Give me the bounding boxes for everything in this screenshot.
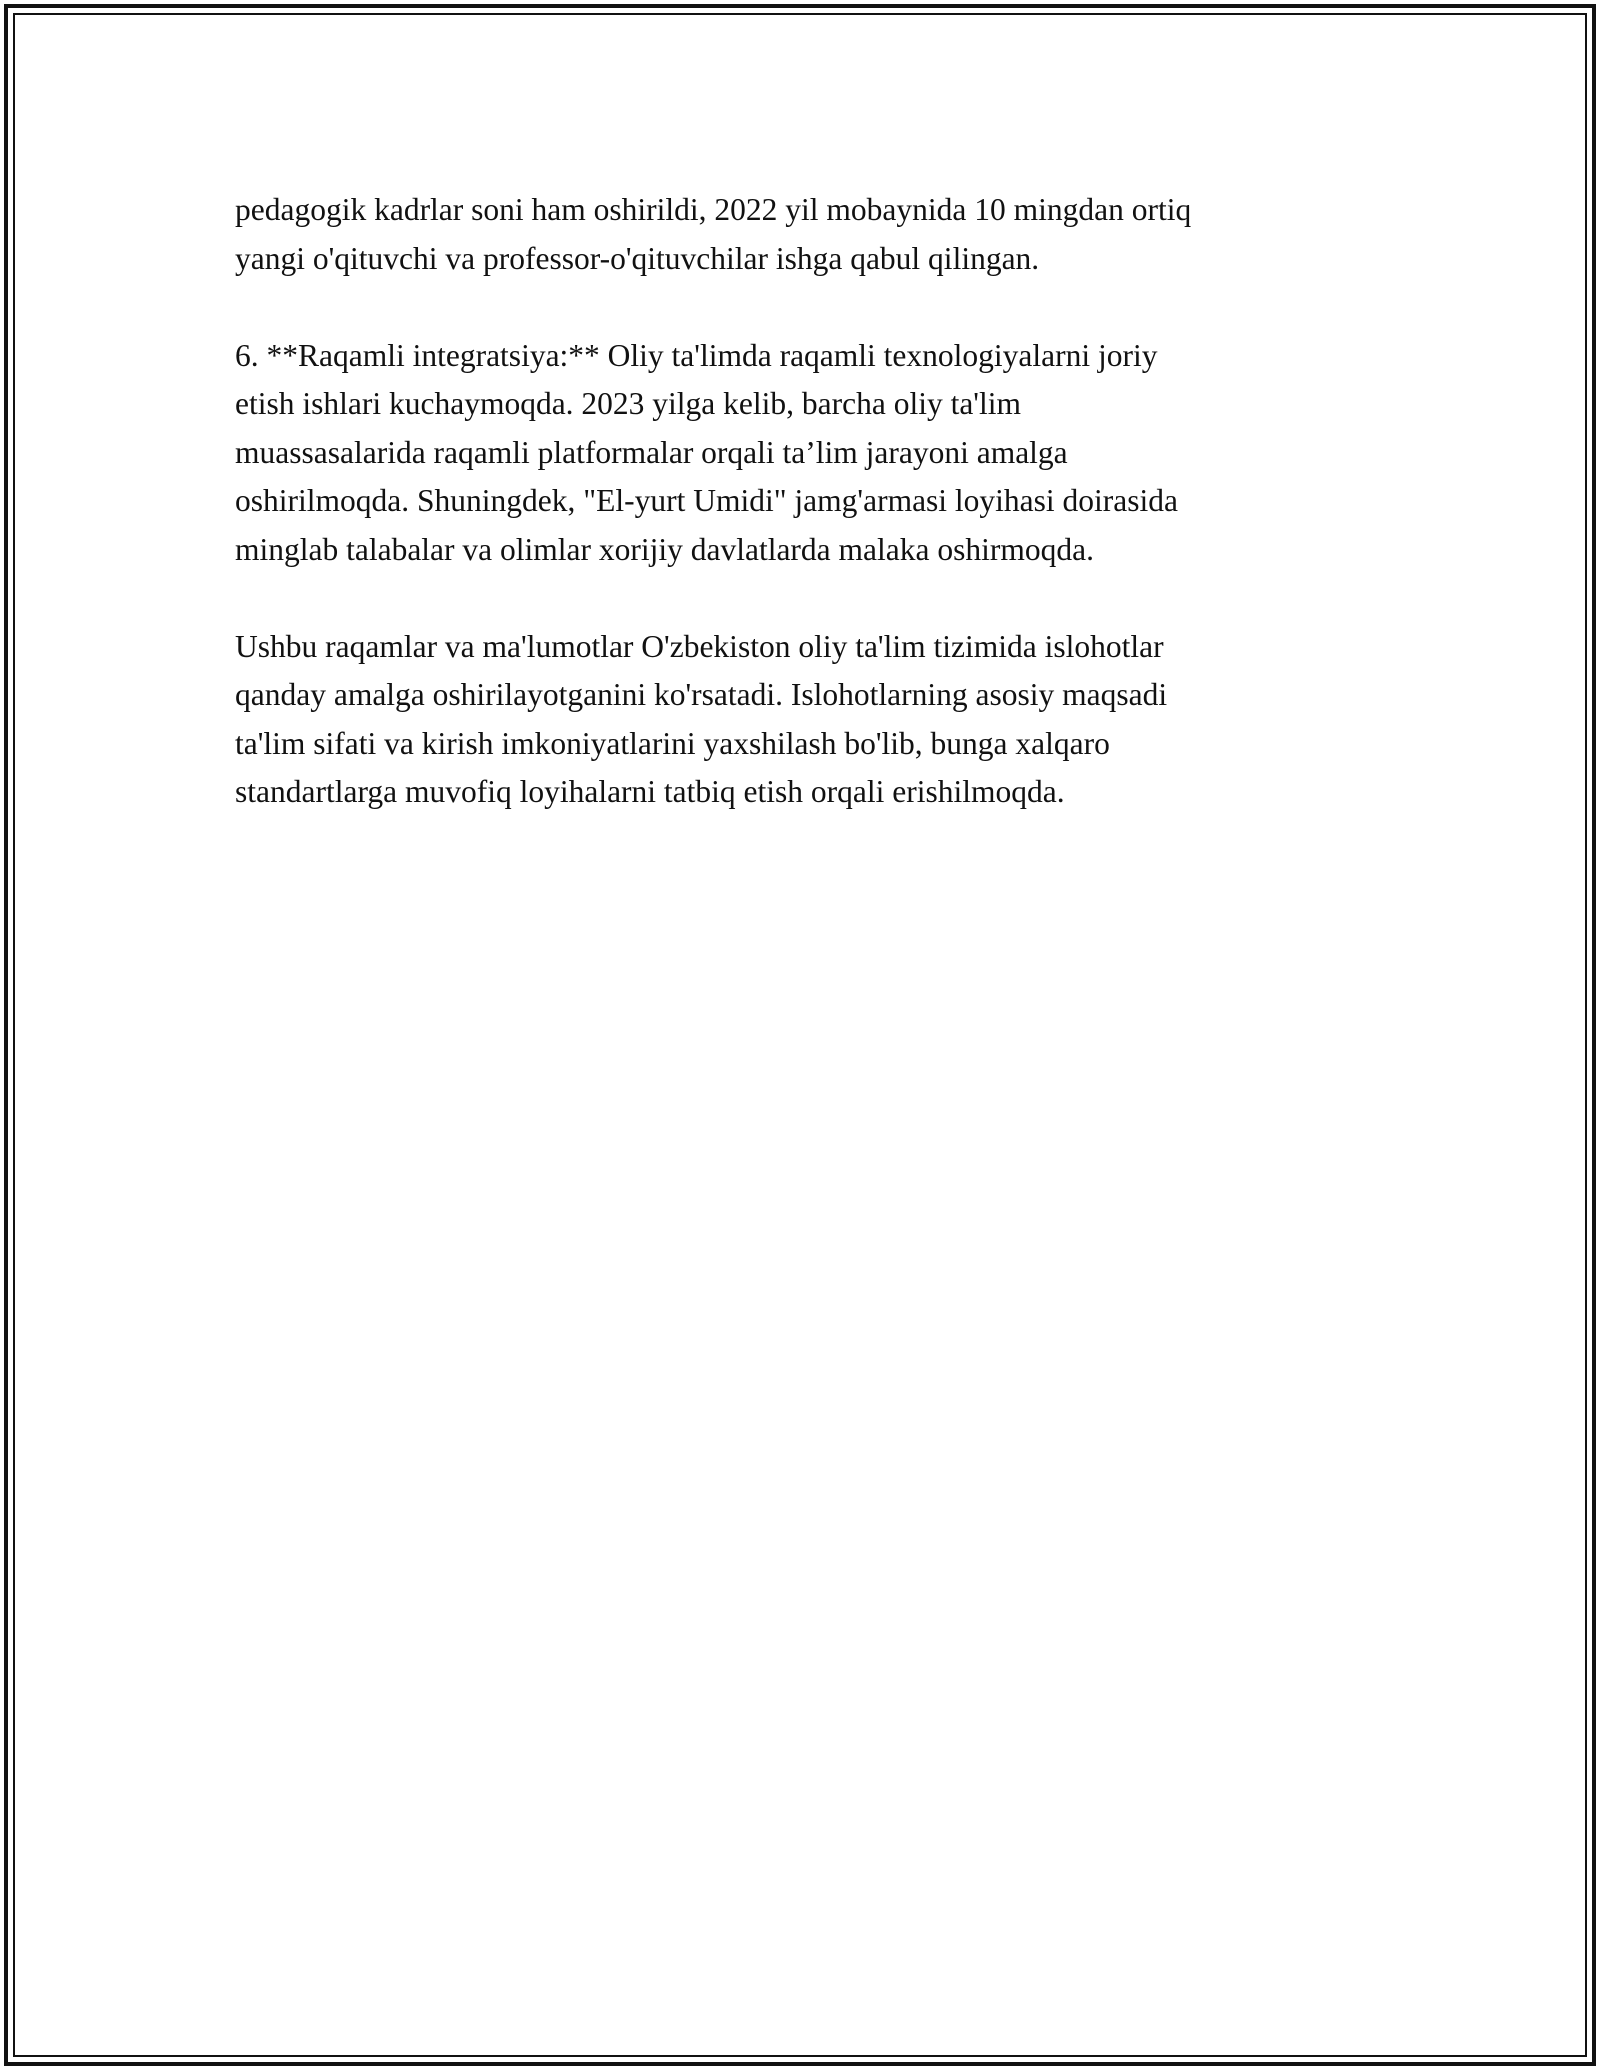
- text-line: ta'lim sifati va kirish imkoniyatlarini yaxshilash bo'lib, bunga xalqaro: [235, 725, 1110, 761]
- text-line: pedagogik kadrlar soni ham oshirildi, 2022 yil mobaynida 10 mingdan ortiq: [235, 192, 1192, 227]
- text-line: Ushbu raqamlar va ma'lumotlar O'zbekiston oliy ta'lim tizimida islohotlar: [235, 628, 1164, 664]
- document-body: [235, 186, 1365, 865]
- text-line: 6. **Raqamli integratsiya:** Oliy ta'limda raqamli texnologiyalarni joriy: [235, 337, 1158, 373]
- text-line: qanday amalga oshirilayotganini ko'rsatadi. Islohotlarning asosiy maqsadi: [235, 677, 1168, 712]
- paragraph-staff: [235, 186, 1365, 283]
- text-line: standartlarga muvofiq loyihalarni tatbiq etish orqali erishilmoqda.: [235, 774, 1065, 809]
- text-line: yangi o'qituvchi va professor-o'qituvchilar ishga qabul qilingan.: [235, 240, 1040, 276]
- paragraph-conclusion: [235, 623, 1365, 817]
- text-line: oshirilmoqda. Shuningdek, "El-yurt Umidi" jamg'armasi loyihasi doirasida: [235, 483, 1179, 518]
- text-line: muassasalarida raqamli platformalar orqali ta’lim jarayoni amalga: [235, 434, 1068, 470]
- paragraph-digital-integration: [235, 332, 1365, 575]
- text-line: minglab talabalar va olimlar xorijiy davlatlarda malaka oshirmoqda.: [235, 531, 1094, 567]
- text-line: etish ishlari kuchaymoqda. 2023 yilga kelib, barcha oliy ta'lim: [235, 386, 1021, 421]
